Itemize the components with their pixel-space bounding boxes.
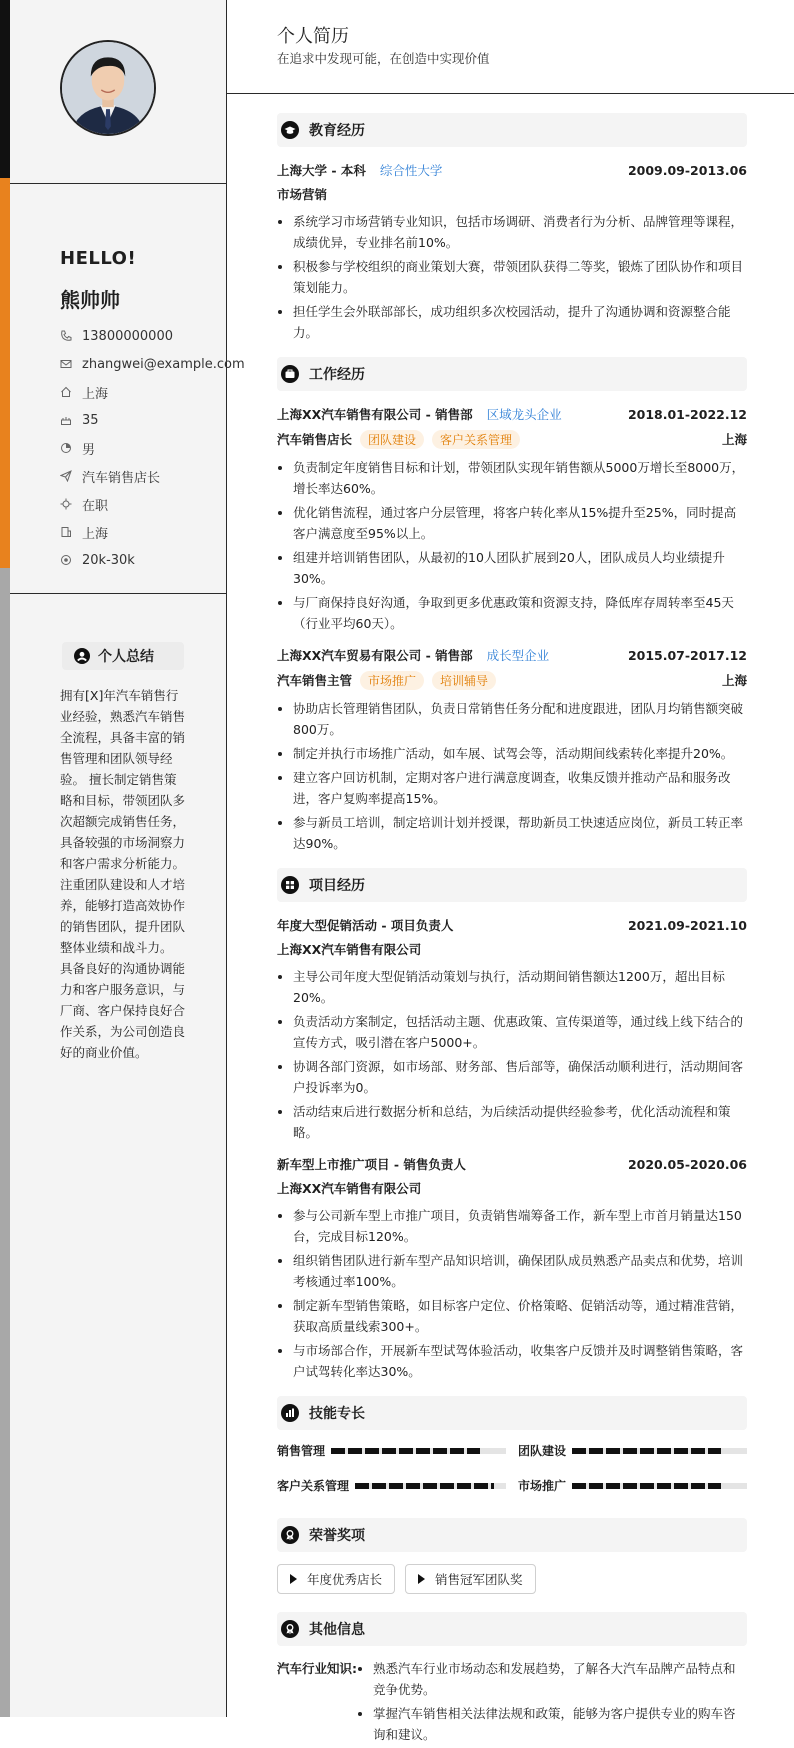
skill-label: 市场推广: [518, 1479, 567, 1493]
project-bullets: [277, 966, 747, 1143]
page-title: 个人简历: [277, 26, 349, 47]
work-heading: [277, 357, 747, 391]
contact-info: [60, 322, 245, 574]
info-phone: [60, 322, 240, 350]
skill-bar: [572, 1483, 747, 1489]
job-bullets: [277, 457, 747, 634]
job-bullets: [277, 698, 747, 854]
awards-title: 荣誉奖项: [309, 1528, 365, 1544]
cake-icon: [60, 414, 72, 426]
bar-chart-icon: [281, 1404, 299, 1422]
list-item: • 主导公司年度大型促销活动策划与执行，活动期间销售额达1200万，超出目标20%。: [293, 966, 747, 1008]
phone-icon: [60, 330, 72, 342]
graduation-cap-icon: [281, 121, 299, 139]
job-location: 上海: [721, 432, 747, 447]
skills-title: 技能专长: [309, 1406, 365, 1422]
accent-strip-black: [0, 0, 10, 178]
list-item: • 负责制定年度销售目标和计划，带领团队实现年销售额从5000万增长至8000万，增长率达60%。: [293, 457, 747, 499]
job-entry-2: [277, 644, 747, 854]
list-item: • 与厂商保持良好沟通，争取到更多优惠政策和资源支持，降低库存周转率至45天（行业平均60天）。: [293, 592, 747, 634]
gender-icon: [60, 442, 72, 454]
briefcase-icon: [281, 365, 299, 383]
avatar: [60, 40, 156, 136]
skill-bar-fill: [572, 1448, 721, 1454]
info-icon: [281, 1620, 299, 1638]
skills-grid: [277, 1442, 747, 1494]
page-header: [227, 0, 794, 94]
project-date: 2020.05-2020.06: [627, 1156, 747, 1172]
skill-tag: 培训辅导: [432, 671, 496, 690]
project-name: 新车型上市推广项目 - 销售负责人: [277, 1157, 466, 1172]
list-item: • 负责活动方案制定，包括活动主题、优惠政策、宣传渠道等，通过线上线下结合的宣传方式，吸引潜在客户5000+。: [293, 1011, 747, 1053]
awards-heading: [277, 1518, 747, 1552]
education-bullets: [277, 211, 747, 343]
info-gender: [60, 434, 240, 462]
sidebar: [10, 0, 245, 1717]
project-date: 2021.09-2021.10: [627, 917, 747, 933]
job-subheader: [277, 666, 747, 694]
user-icon: [74, 648, 90, 664]
skill-bar-fill: [331, 1448, 480, 1454]
job-date: 2018.01-2022.12: [627, 406, 747, 422]
list-item: • 制定新车型销售策略，如目标客户定位、价格策略、促销活动等，通过精准营销，获取高质量线索300+。: [293, 1295, 747, 1337]
project-company: 上海XX汽车销售有限公司: [277, 942, 422, 957]
job-entry-1: [277, 403, 747, 634]
job-position: 汽车销售主管: [277, 673, 353, 688]
skill-item: [277, 1477, 506, 1494]
email-text: zhangwei@example.com: [82, 356, 245, 372]
work-title: 工作经历: [309, 367, 365, 383]
skill-tag: 客户关系管理: [432, 430, 520, 449]
skill-label: 团队建设: [518, 1444, 567, 1458]
project-bullets: [277, 1205, 747, 1382]
info-city: [60, 378, 240, 406]
phone-text: 13800000000: [82, 328, 173, 344]
building-icon: [60, 526, 72, 538]
skill-bar: [331, 1448, 506, 1454]
play-icon: [418, 1574, 425, 1584]
job-company: 上海XX汽车销售有限公司 - 销售部: [277, 407, 473, 422]
project-header: [277, 914, 747, 936]
award-label: 销售冠军团队奖: [435, 1572, 523, 1587]
award-badge: [405, 1564, 536, 1594]
send-icon: [60, 470, 72, 482]
info-email: [60, 350, 245, 378]
education-date: 2009.09-2013.06: [627, 162, 747, 178]
list-item: • 熟悉汽车行业市场动态和发展趋势，了解各大汽车品牌产品特点和竞争优势。: [373, 1658, 747, 1700]
award-label: 年度优秀店长: [307, 1572, 383, 1587]
summary-text: 拥有[X]年汽车销售行业经验，熟悉汽车销售全流程，具备丰富的销售管理和团队领导经验。 擅长制定销售策略和目标，带领团队多次超额完成销售任务，具备较强的市场洞察力和客户需求分析能力。 注重团队建设和人才培养，能够打造高效协作的销售团队，提升团队整体业绩和战斗力。 具备良好的沟通协调能力和客户服务意识，与厂商、客户保持良好合作关系，为公司创造良好的商业价值。: [60, 688, 186, 1060]
job-header: [277, 403, 747, 425]
skill-bar-fill: [355, 1483, 494, 1489]
school-name: 上海大学 - 本科: [277, 163, 366, 178]
skill-tag: 团队建设: [360, 430, 424, 449]
list-item: • 协助店长管理销售团队，负责日常销售任务分配和进度跟进，团队月均销售额突破800万。: [293, 698, 747, 740]
summary-title: 个人总结: [98, 649, 154, 665]
info-position: [60, 462, 240, 490]
accent-strip-orange: [0, 178, 10, 568]
list-item: • 掌握汽车销售相关法律法规和政策，能够为客户提供专业的购车咨询和建议。: [373, 1703, 747, 1745]
sidebar-divider-bottom: [10, 593, 227, 594]
position-text: 汽车销售店长: [82, 470, 161, 486]
city-text: 上海: [82, 386, 109, 402]
other-key: 汽车行业知识:: [277, 1661, 357, 1676]
list-item: • 担任学生会外联部部长，成功组织多次校园活动，提升了沟通协调和资源整合能力。: [293, 301, 747, 343]
other-heading: [277, 1612, 747, 1646]
list-item: • 制定并执行市场推广活动，如车展、试驾会等，活动期间线索转化率提升20%。: [293, 743, 747, 764]
main-content: [277, 113, 747, 1748]
skills-heading: [277, 1396, 747, 1430]
status-text: 在职: [82, 498, 109, 514]
info-work-city: [60, 518, 240, 546]
skill-tag: 市场推广: [360, 671, 424, 690]
list-item: • 系统学习市场营销专业知识，包括市场调研、消费者行为分析、品牌管理等课程，成绩优异，专业排名前10%。: [293, 211, 747, 253]
accent-strip-gray: [0, 568, 10, 1717]
list-item: • 与市场部合作，开展新车型试驾体验活动，收集客户反馈并及时调整销售策略，客户试驾转化率达30%。: [293, 1340, 747, 1382]
list-item: • 建立客户回访机制，定期对客户进行满意度调查，收集反馈并推动产品和服务改进，客户复购率提高15%。: [293, 767, 747, 809]
info-salary: [60, 546, 240, 574]
skill-bar-fill: [572, 1483, 721, 1489]
skill-item: [277, 1442, 506, 1459]
mail-icon: [60, 358, 72, 370]
other-title: 其他信息: [309, 1622, 365, 1638]
list-item: • 组建并培训销售团队，从最初的10人团队扩展到20人，团队成员人均业绩提升30%。: [293, 547, 747, 589]
summary-heading: [62, 642, 184, 670]
list-item: • 参与新员工培训，制定培训计划并授课，帮助新员工快速适应岗位，新员工转正率达90%。: [293, 812, 747, 854]
sidebar-divider-top: [10, 183, 227, 184]
project-header: [277, 1153, 747, 1175]
home-icon: [60, 386, 72, 398]
salary-icon: [60, 554, 72, 566]
info-status: [60, 490, 240, 518]
list-item: • 优化销售流程，通过客户分层管理，将客户转化率从15%提升至25%，同时提高客户满意度至95%以上。: [293, 502, 747, 544]
work-city-text: 上海: [82, 526, 109, 542]
other-info: [277, 1658, 747, 1748]
hello-heading: HELLO!: [60, 248, 137, 269]
skill-item: [518, 1442, 747, 1459]
job-location: 上海: [721, 673, 747, 688]
projects-heading: [277, 868, 747, 902]
project-entry-2: [277, 1153, 747, 1382]
skill-label: 客户关系管理: [277, 1479, 350, 1493]
skill-bar: [355, 1483, 506, 1489]
play-icon: [290, 1574, 297, 1584]
age-text: 35: [82, 412, 99, 428]
project-name: 年度大型促销活动 - 项目负责人: [277, 918, 454, 933]
company-tag: 成长型企业: [486, 648, 550, 663]
project-company: 上海XX汽车销售有限公司: [277, 1181, 422, 1196]
education-row: [277, 159, 747, 181]
salary-text: 20k-30k: [82, 552, 135, 568]
list-item: • 协调各部门资源，如市场部、财务部、售后部等，确保活动顺利进行，活动期间客户投诉率为0。: [293, 1056, 747, 1098]
job-header: [277, 644, 747, 666]
major: 市场营销: [277, 187, 328, 202]
skill-label: 销售管理: [277, 1444, 326, 1458]
person-name: 熊帅帅: [60, 288, 120, 312]
list-item: • 活动结束后进行数据分析和总结，为后续活动提供经验参考，优化活动流程和策略。: [293, 1101, 747, 1143]
list-item: • 组织销售团队进行新车型产品知识培训，确保团队成员熟悉产品卖点和优势，培训考核通过率100%。: [293, 1250, 747, 1292]
grid-icon: [281, 876, 299, 894]
info-age: [60, 406, 240, 434]
job-date: 2015.07-2017.12: [627, 647, 747, 663]
education-title: 教育经历: [309, 123, 365, 139]
gender-text: 男: [82, 442, 96, 458]
list-item: • 积极参与学校组织的商业策划大赛，带领团队获得二等奖，锻炼了团队协作和项目策划能力。: [293, 256, 747, 298]
other-bullets: [355, 1658, 747, 1748]
projects-title: 项目经历: [309, 878, 365, 894]
avatar-photo: [62, 42, 154, 134]
job-subheader: [277, 425, 747, 453]
award-icon: [281, 1526, 299, 1544]
job-position: 汽车销售店长: [277, 432, 353, 447]
company-tag: 区域龙头企业: [486, 407, 562, 422]
job-company: 上海XX汽车贸易有限公司 - 销售部: [277, 648, 473, 663]
education-heading: [277, 113, 747, 147]
project-entry-1: [277, 914, 747, 1143]
award-badge: [277, 1564, 395, 1594]
status-icon: [60, 498, 72, 510]
skill-item: [518, 1477, 747, 1494]
awards-list: [277, 1564, 747, 1594]
school-tag: 综合性大学: [379, 163, 443, 178]
list-item: • 参与公司新车型上市推广项目，负责销售端筹备工作，新车型上市首月销量达150台，完成目标120%。: [293, 1205, 747, 1247]
page-subtitle: 在追求中发现可能，在创造中实现价值: [277, 51, 490, 66]
skill-bar: [572, 1448, 747, 1454]
